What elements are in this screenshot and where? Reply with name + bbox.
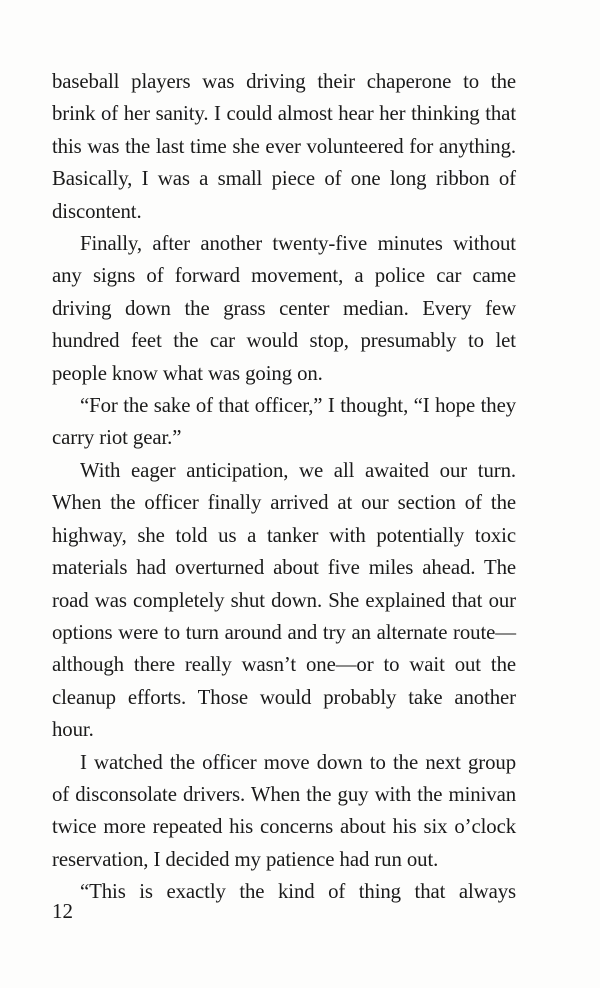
paragraph-4: With eager anticipation, we all awaited our turn. When the officer finally arrived at our section of the highway, she told us a tanker with potentially toxic materials had overturned about five miles ahead. The road was completely shut down. She explained that our options were to turn around and try an alternate route—although there really wasn’t one—or to wait out the cleanup efforts. Those would probably take another hour. <box>52 458 516 742</box>
paragraph-1: baseball players was driving their chaperone to the brink of her sanity. I could almost hear her thinking that this was the last time she ever volunteered for anything. Basically, I was a small piece of one long ribbon of discontent. <box>52 70 516 223</box>
paragraph-3: “For the sake of that officer,” I thought, “I hope they carry riot gear.” <box>52 394 516 450</box>
paragraph-5: I watched the officer move down to the next group of disconsolate drivers. When the guy with the minivan twice more repeated his concerns about his six o’clock reservation, I decided my patience had run out. <box>52 750 516 871</box>
paragraph-2: Finally, after another twenty-five minutes without any signs of forward movement, a police car came driving down the grass center median. Every few hundred feet the car would stop, presumably to let people know what was going on. <box>52 232 516 385</box>
paragraph-6: “This is exactly the kind of thing that always <box>80 880 516 904</box>
body-text <box>52 66 516 909</box>
page-number: 12 <box>52 899 73 923</box>
